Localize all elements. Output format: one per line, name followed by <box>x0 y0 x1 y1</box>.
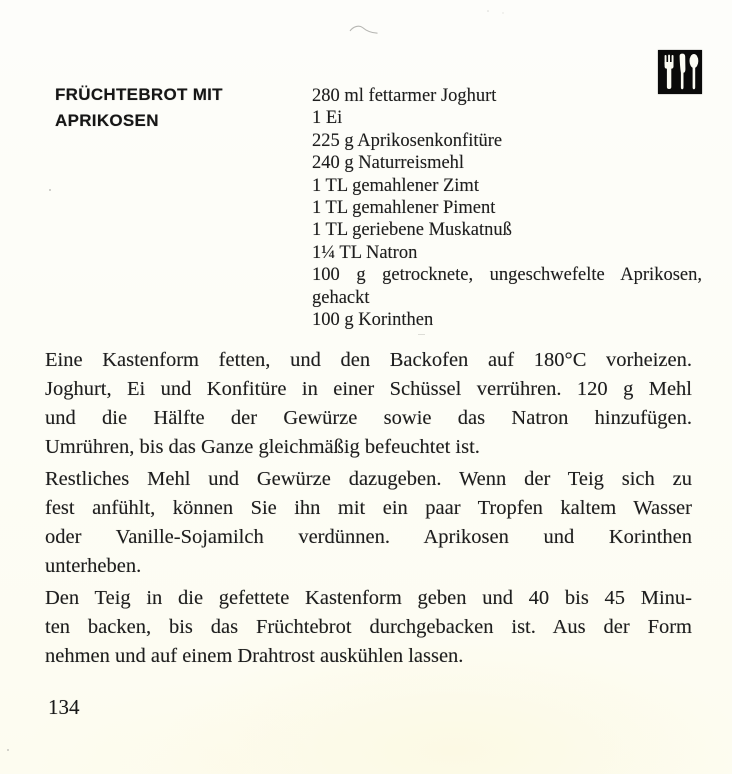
text-line: und die Hälfte der Gewürze sowie das Natron hinzufügen. <box>45 407 692 429</box>
text-line: Eine Kastenform fetten, und den Backofen auf 180°C vorheizen. <box>45 349 692 371</box>
recipe-title-line1: FRÜCHTEBROT MIT <box>55 85 223 104</box>
ingredient-line: 100 g getrocknete, ungeschwefelte Aprikosen, <box>312 265 702 286</box>
instruction-paragraph <box>45 584 692 671</box>
scan-speck <box>487 10 489 12</box>
ingredient-line: 1 TL gemahlener Zimt <box>312 175 479 196</box>
recipe-title-line2: APRIKOSEN <box>55 110 159 130</box>
recipe-title <box>55 82 223 133</box>
scan-hair-artifact <box>350 26 378 33</box>
ingredient-line: 1 TL gemahlener Piment <box>312 198 496 219</box>
text-line: fest anfühlt, können Sie ihn mit ein paar Tropfen kaltem Wasser <box>45 497 692 519</box>
text-line: oder Vanille-Sojamilch verdünnen. Aprikosen und Korinthen <box>45 526 692 548</box>
text-line: nehmen und auf einem Drahtrost auskühlen lassen. <box>45 645 464 667</box>
ingredient-line: 100 g Korinthen <box>312 310 434 331</box>
text-line: Den Teig in die gefettete Kastenform geben und 40 bis 45 Minu- <box>45 587 692 609</box>
text-line: Umrühren, bis das Ganze gleichmäßig befeuchtet ist. <box>45 436 480 458</box>
text-line: Joghurt, Ei und Konfitüre in einer Schüssel verrühren. 120 g Mehl <box>45 378 692 400</box>
scan-speck <box>418 334 425 335</box>
ingredient-line: 1¼ TL Natron <box>312 242 418 263</box>
spoon-icon <box>690 54 699 89</box>
instruction-paragraph <box>45 465 692 581</box>
ingredient-line: 240 g Naturreismehl <box>312 153 465 174</box>
ingredient-line: 280 ml fettarmer Joghurt <box>312 86 497 106</box>
ingredient-line: 1 Ei <box>312 108 343 129</box>
ingredient-line: gehackt <box>312 287 370 308</box>
ingredient-line: 225 g Aprikosenkonfitüre <box>312 130 503 151</box>
text-line: unterheben. <box>45 555 142 577</box>
text-line: Restliches Mehl und Gewürze dazugeben. Wenn der Teig sich zu <box>45 468 692 490</box>
instructions <box>45 346 692 671</box>
scan-speck <box>502 12 503 13</box>
scan-speck <box>7 749 9 751</box>
text-line: ten backen, bis das Früchtebrot durchgebacken ist. Aus der Form <box>45 616 692 638</box>
knife-icon <box>680 54 686 90</box>
scan-speck <box>49 189 51 191</box>
ingredient-list <box>312 85 702 331</box>
fork-icon <box>665 55 674 89</box>
page-number: 134 <box>48 695 80 719</box>
instruction-paragraph <box>45 346 692 462</box>
ingredient-line: 1 TL geriebene Muskatnuß <box>312 220 512 241</box>
